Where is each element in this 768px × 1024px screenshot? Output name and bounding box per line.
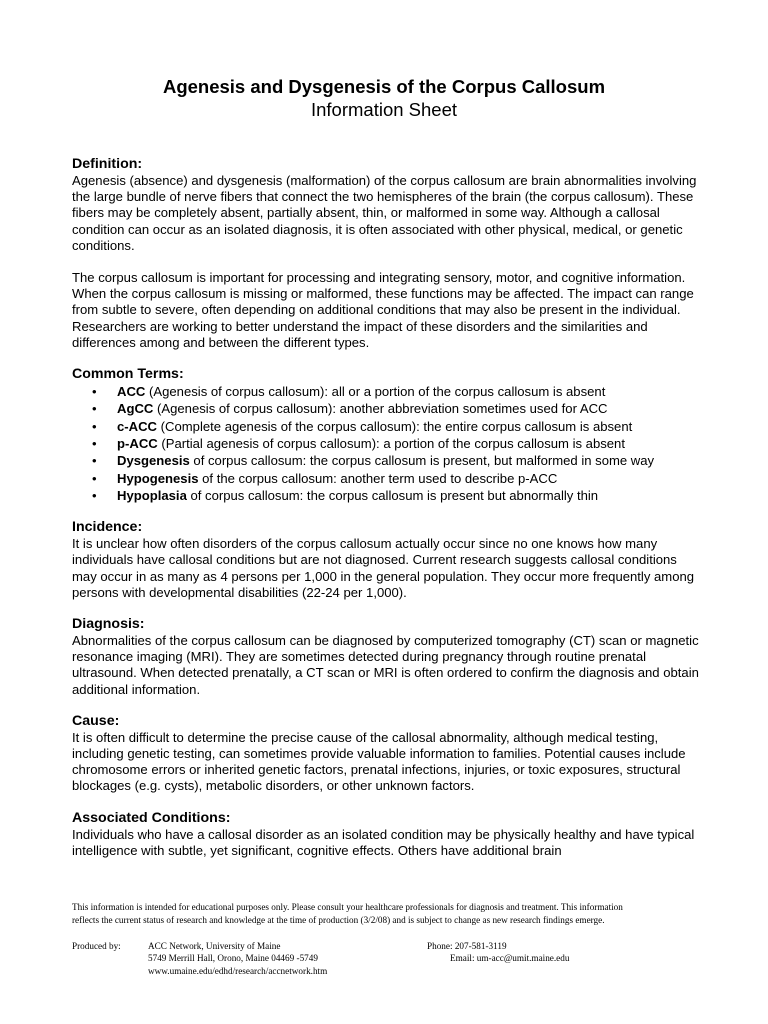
list-item <box>72 400 702 417</box>
bullet-icon: • <box>92 470 97 486</box>
term-name: c-ACC <box>117 418 158 434</box>
disclaimer <box>72 901 712 926</box>
list-item <box>72 435 702 452</box>
list-item <box>72 383 702 400</box>
bullet-icon: • <box>92 401 97 417</box>
terms-list <box>72 383 702 504</box>
diagnosis-section <box>72 616 702 698</box>
associated-conditions-paragraph: Individuals who have a callosal disorder as an isolated condition may be physically healthy and have typical intelligence with subtle, yet significant, cognitive effects. Others have additional brain <box>72 826 695 858</box>
term-description: (Partial agenesis of corpus callosum): a portion of the corpus callosum is absent <box>157 435 625 451</box>
organization-address: 5749 Merrill Hall, Orono, Maine 04469 -5749 <box>148 953 318 964</box>
list-item <box>72 487 702 504</box>
producer-info <box>148 940 327 977</box>
page-title: Agenesis and Dysgenesis of the Corpus Callosum <box>162 76 606 97</box>
disclaimer-line-2: reflects the current status of research and knowledge at the time of production (3/2/08) and is subject to change as new research findings emerge. <box>72 914 605 925</box>
bullet-icon: • <box>92 384 97 400</box>
list-item <box>72 452 702 469</box>
website-link[interactable]: www.umaine.edu/edhd/research/accnetwork.htm <box>148 965 328 976</box>
cause-section <box>72 713 702 795</box>
bullet-icon: • <box>92 487 97 503</box>
definition-paragraph-1: Agenesis (absence) and dysgenesis (malformation) of the corpus callosum are brain abnormalities involving the large bundle of nerve fibers that connect the two hemispheres of the brain (the corpus callosum). These fibers may be completely absent, partially absent, thin, or malformed in some way. Although a callosal condition can occur as an isolated diagnosis, it is often associated with other physical, medical, or genetic conditions. <box>72 173 697 253</box>
disclaimer-line-1: This information is intended for educational purposes only. Please consult your healthcare professionals for diagnosis and treatment. This information <box>72 902 623 912</box>
term-name: AgCC <box>117 401 154 417</box>
term-name: ACC <box>117 384 146 400</box>
document-body <box>72 156 702 859</box>
term-description: of corpus callosum: the corpus callosum is present but abnormally thin <box>186 487 599 503</box>
produced-by-label: Produced by: <box>72 941 121 951</box>
term-description: (Complete agenesis of the corpus callosum): the entire corpus callosum is absent <box>157 418 633 434</box>
definition-paragraph-2: The corpus callosum is important for processing and integrating sensory, motor, and cognitive information. When the corpus callosum is missing or malformed, these functions may be affected. The impact can range from subtle to severe, often depending on additional conditions that may also be present in the individual. Researchers are working to better understand the impact of these disorders and the similarities and differences among and between the different types. <box>72 270 694 350</box>
common-terms-section <box>72 366 702 504</box>
term-name: Hypogenesis <box>117 470 199 486</box>
organization-name: ACC Network, University of Maine <box>148 941 281 951</box>
term-description: of corpus callosum: the corpus callosum is present, but malformed in some way <box>189 453 655 469</box>
incidence-section <box>72 519 702 601</box>
cause-heading: Cause: <box>72 712 120 729</box>
definition-section <box>72 156 702 351</box>
phone-number: Phone: 207-581-3119 <box>427 941 507 951</box>
diagnosis-paragraph: Abnormalities of the corpus callosum can be diagnosed by computerized tomography (CT) scan or magnetic resonance imaging (MRI). They are sometimes detected during pregnancy through routine prenatal ultrasound. When detected prenatally, a CT scan or MRI is often ordered to confirm the diagnosis and obtain additional information. <box>72 632 699 697</box>
email-link[interactable]: Email: um-acc@umit.maine.edu <box>450 953 570 964</box>
associated-conditions-heading: Associated Conditions: <box>72 809 231 826</box>
common-terms-heading: Common Terms: <box>72 366 184 383</box>
incidence-heading: Incidence: <box>72 519 143 536</box>
definition-heading: Definition: <box>72 156 143 172</box>
associated-conditions-section <box>72 810 702 859</box>
term-name: Hypoplasia <box>117 487 187 503</box>
page-subtitle: Information Sheet <box>310 99 458 120</box>
bullet-icon: • <box>92 418 97 434</box>
bullet-icon: • <box>92 453 97 469</box>
term-description: of the corpus callosum: another term used to describe p-ACC <box>198 470 558 486</box>
term-name: p-ACC <box>117 435 158 451</box>
term-name: Dysgenesis <box>117 453 190 469</box>
term-description: (Agenesis of corpus callosum): another abbreviation sometimes used for ACC <box>153 401 608 417</box>
list-item <box>72 418 702 435</box>
incidence-paragraph: It is unclear how often disorders of the corpus callosum actually occur since no one knows how many individuals have callosal conditions but are not diagnosed. Current research suggests callosal conditions may occur in as many as 4 persons per 1,000 in the general population. They occur more frequently among persons with developmental disabilities (22-24 per 1,000). <box>72 536 695 600</box>
cause-paragraph: It is often difficult to determine the precise cause of the callosal abnormality, although medical testing, including genetic testing, can sometimes provide valuable information to families. Potential causes include chromosome errors or inherited genetic factors, prenatal infections, injuries, or toxic exposures, structural blockages (e.g. cysts), metabolic disorders, or other unknown factors. <box>72 729 686 794</box>
term-description: (Agenesis of corpus callosum): all or a portion of the corpus callosum is absent <box>145 384 606 400</box>
list-item <box>72 470 702 487</box>
diagnosis-heading: Diagnosis: <box>72 615 145 632</box>
bullet-icon: • <box>92 435 97 451</box>
